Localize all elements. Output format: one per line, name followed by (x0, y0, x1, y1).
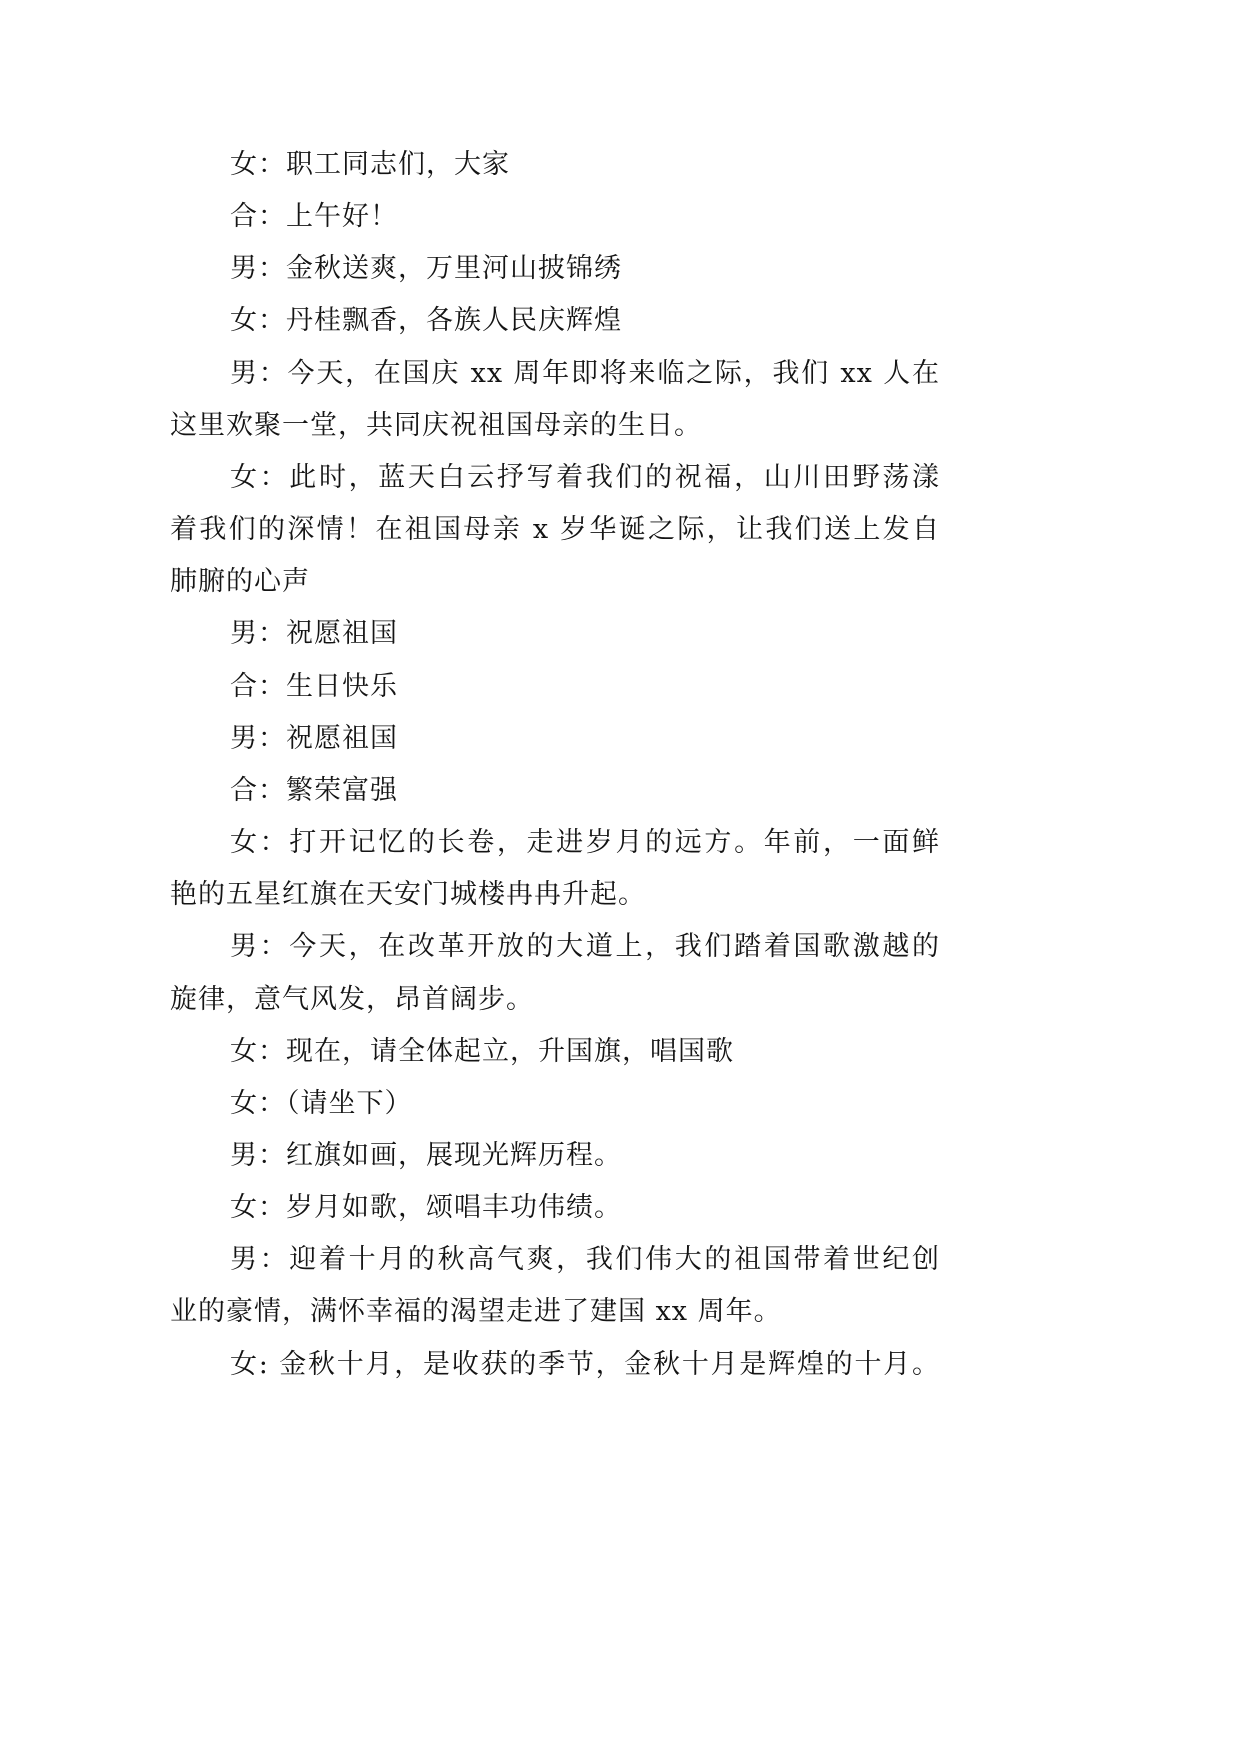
dialogue-paragraph (170, 295, 940, 347)
text-line: 合：生日快乐 (230, 670, 398, 702)
dialogue-paragraph (170, 921, 940, 1025)
text-line: 男：金秋送爽，万里河山披锦绣 (230, 253, 622, 285)
dialogue-paragraph (170, 608, 940, 660)
text-line: 合：上午好！ (230, 201, 398, 233)
dialogue-paragraph (170, 1026, 940, 1078)
text-line: 着我们的深情！在祖国母亲 x 岁华诞之际，让我们送上发自 (170, 514, 940, 546)
text-line: 男：今天，在国庆 xx 周年即将来临之际，我们 xx 人在 (230, 357, 940, 389)
text-line: 肺腑的心声 (170, 566, 310, 598)
text-line: 男：今天，在改革开放的大道上，我们踏着国歌激越的 (230, 931, 940, 963)
text-line: 女：职工同志们，大家 (230, 149, 510, 180)
text-line: 女: 金秋十月，是收获的季节，金秋十月是辉煌的十月。 (230, 1348, 940, 1380)
text-line: 旋律，意气风发，昂首阔步。 (170, 983, 534, 1015)
text-line: 女：丹桂飘香，各族人民庆辉煌 (230, 305, 622, 337)
dialogue-paragraph (170, 243, 940, 295)
document-body (170, 139, 940, 1391)
text-line: 女：此时，蓝天白云抒写着我们的祝福，山川田野荡漾 (230, 461, 940, 493)
dialogue-paragraph (170, 139, 940, 191)
dialogue-paragraph (170, 1078, 940, 1130)
text-line: 男：祝愿祖国 (230, 722, 398, 754)
dialogue-paragraph (170, 1339, 940, 1391)
text-line: 女：打开记忆的长卷，走进岁月的远方。年前，一面鲜 (230, 827, 940, 859)
text-line: 男：迎着十月的秋高气爽，我们伟大的祖国带着世纪创 (230, 1244, 940, 1276)
text-line: 艳的五星红旗在天安门城楼冉冉升起。 (170, 879, 646, 911)
text-line: 女：岁月如歌，颂唱丰功伟绩。 (230, 1192, 622, 1224)
text-line: 男：祝愿祖国 (230, 618, 398, 650)
text-line: 女：（请坐下） (230, 1087, 413, 1119)
dialogue-paragraph (170, 452, 940, 608)
dialogue-paragraph (170, 1234, 940, 1338)
text-line: 男：红旗如画，展现光辉历程。 (230, 1139, 622, 1171)
dialogue-paragraph (170, 1182, 940, 1234)
dialogue-paragraph (170, 817, 940, 921)
text-line: 这里欢聚一堂，共同庆祝祖国母亲的生日。 (170, 409, 702, 441)
dialogue-paragraph (170, 191, 940, 243)
dialogue-paragraph (170, 1130, 940, 1182)
dialogue-paragraph (170, 713, 940, 765)
text-line: 女：现在，请全体起立，升国旗，唱国歌 (230, 1035, 734, 1067)
dialogue-paragraph (170, 661, 940, 713)
text-line: 业的豪情，满怀幸福的渴望走进了建国 xx 周年。 (170, 1296, 782, 1328)
text-line: 合：繁荣富强 (230, 774, 398, 806)
dialogue-paragraph (170, 765, 940, 817)
dialogue-paragraph (170, 348, 940, 452)
